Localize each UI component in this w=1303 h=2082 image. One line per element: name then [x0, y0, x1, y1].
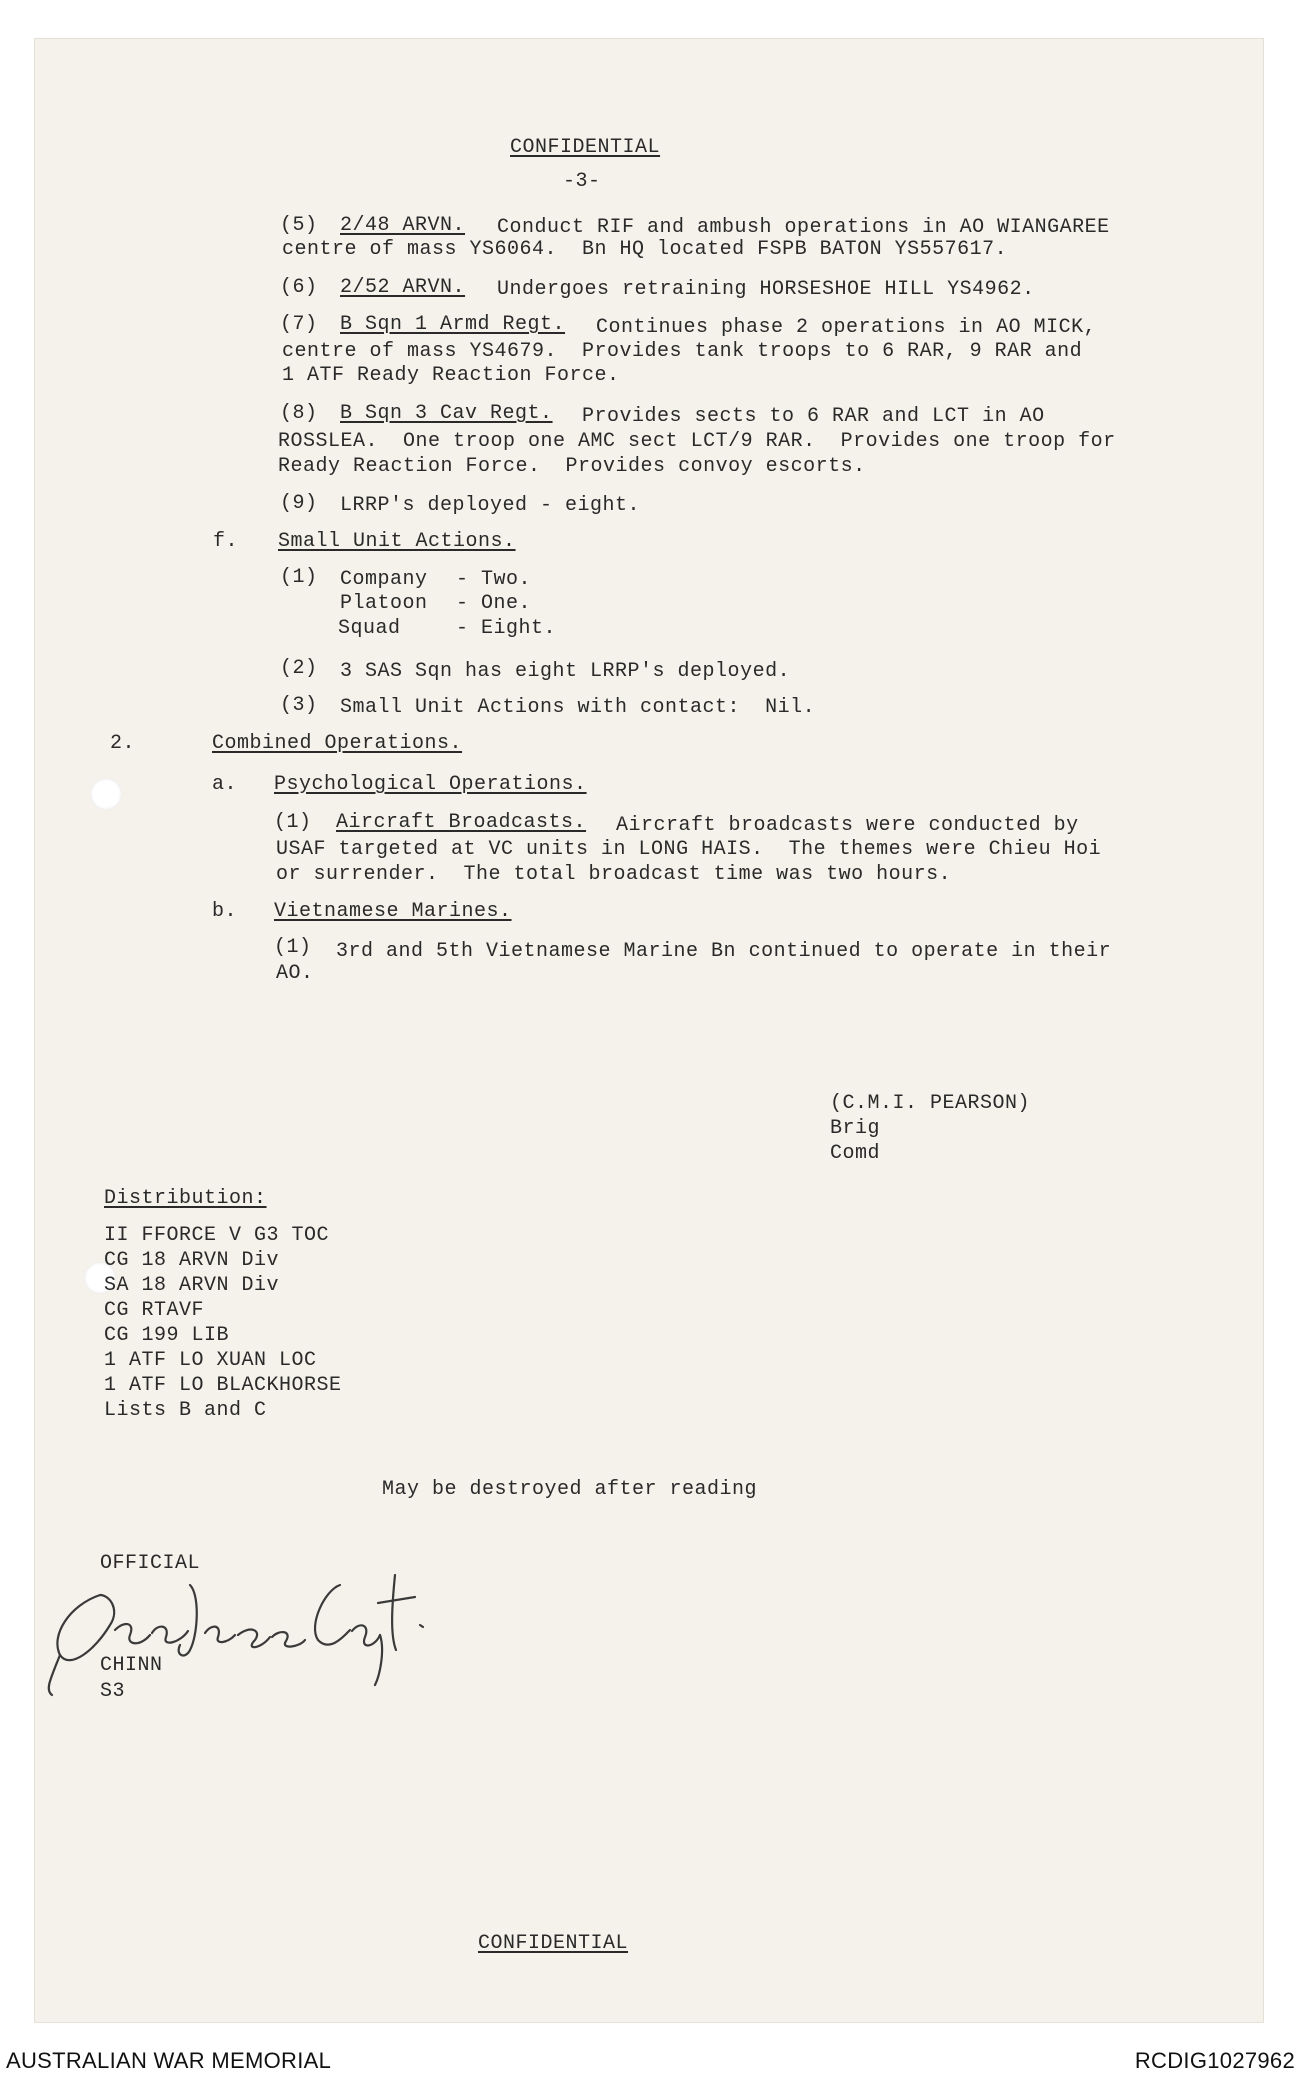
unit-action-value: - One.	[456, 592, 532, 615]
section-2a-1-title: Aircraft Broadcasts.	[336, 811, 587, 834]
section-2a-title: Psychological Operations.	[274, 773, 587, 796]
commander-name: (C.M.I. PEARSON)	[830, 1092, 1031, 1115]
item-8-line3: Ready Reaction Force. Provides convoy escorts.	[278, 455, 866, 478]
section-f-letter: f.	[213, 530, 239, 553]
unit-action-value: - Two.	[456, 568, 532, 591]
section-f-2-text: 3 SAS Sqn has eight LRRP's deployed.	[340, 660, 791, 683]
item-7-line3: 1 ATF Ready Reaction Force.	[282, 364, 620, 387]
item-8-unit: B Sqn 3 Cav Regt.	[340, 402, 553, 425]
item-6-number: (6)	[280, 276, 318, 299]
item-8-line1: Provides sects to 6 RAR and LCT in AO	[582, 405, 1045, 428]
item-7-line1: Continues phase 2 operations in AO MICK,	[596, 316, 1097, 339]
distribution-entry: CG RTAVF	[104, 1299, 205, 1322]
commander-rank: Brig	[830, 1117, 881, 1140]
distribution-entry: 1 ATF LO BLACKHORSE	[104, 1374, 342, 1397]
section-f-2-number: (2)	[280, 657, 318, 680]
item-7-line2: centre of mass YS4679. Provides tank troops to 6 RAR, 9 RAR and	[282, 340, 1083, 363]
item-6-unit: 2/52 ARVN.	[340, 276, 466, 299]
distribution-title: Distribution:	[104, 1187, 267, 1210]
section-2b-1-number: (1)	[274, 936, 312, 959]
distribution-entry: Lists B and C	[104, 1399, 267, 1422]
section-2a-letter: a.	[212, 773, 238, 796]
section-f-1-number: (1)	[280, 566, 318, 589]
section-2b-1-line2: AO.	[276, 962, 314, 985]
archive-label-left: AUSTRALIAN WAR MEMORIAL	[6, 2048, 332, 2073]
section-2b-1-line1: 3rd and 5th Vietnamese Marine Bn continued to operate in their	[336, 940, 1112, 963]
destroy-note: May be destroyed after reading	[382, 1478, 758, 1501]
handwritten-signature	[40, 1555, 430, 1705]
distribution-entry: 1 ATF LO XUAN LOC	[104, 1349, 317, 1372]
official-line3: S3	[100, 1680, 126, 1703]
item-5-line1: Conduct RIF and ambush operations in AO WIANGAREE	[497, 216, 1110, 239]
official-label: OFFICIAL	[100, 1552, 201, 1575]
unit-action-label: Company	[340, 568, 428, 591]
distribution-entry: SA 18 ARVN Div	[104, 1274, 280, 1297]
unit-action-value: - Eight.	[456, 617, 557, 640]
item-9-line1: LRRP's deployed - eight.	[340, 494, 641, 517]
item-6-line1: Undergoes retraining HORSESHOE HILL YS4962.	[497, 278, 1035, 301]
section-2a-1-line3: or surrender. The total broadcast time was two hours.	[276, 863, 952, 886]
archive-id-right: RCDIG1027962	[1134, 2048, 1295, 2073]
unit-action-label: Platoon	[340, 592, 428, 615]
item-5-number: (5)	[280, 214, 318, 237]
commander-appointment: Comd	[830, 1142, 881, 1165]
punch-hole	[90, 778, 122, 810]
item-5-line2: centre of mass YS6064. Bn HQ located FSPB BATON YS557617.	[282, 238, 1008, 261]
section-f-3-text: Small Unit Actions with contact: Nil.	[340, 696, 816, 719]
item-8-number: (8)	[280, 402, 318, 425]
unit-action-label: Squad	[338, 617, 401, 640]
item-7-unit: B Sqn 1 Armd Regt.	[340, 313, 566, 336]
section-2-number: 2.	[110, 732, 136, 755]
section-2a-1-line2: USAF targeted at VC units in LONG HAIS. The themes were Chieu Hoi	[276, 838, 1102, 861]
section-2a-1-number: (1)	[274, 811, 312, 834]
official-line2: CHINN	[100, 1654, 163, 1677]
section-f-title: Small Unit Actions.	[278, 530, 516, 553]
classification-header: CONFIDENTIAL	[510, 136, 661, 159]
item-9-number: (9)	[280, 492, 318, 515]
section-2b-title: Vietnamese Marines.	[274, 900, 512, 923]
section-2b-letter: b.	[212, 900, 238, 923]
distribution-entry: II FFORCE V G3 TOC	[104, 1224, 330, 1247]
classification-footer: CONFIDENTIAL	[478, 1932, 629, 1955]
section-2-title: Combined Operations.	[212, 732, 463, 755]
item-5-unit: 2/48 ARVN.	[340, 214, 466, 237]
distribution-entry: CG 18 ARVN Div	[104, 1249, 280, 1272]
distribution-entry: CG 199 LIB	[104, 1324, 230, 1347]
page-number: -3-	[563, 170, 601, 193]
section-2a-1-line1: Aircraft broadcasts were conducted by	[616, 814, 1079, 837]
section-f-3-number: (3)	[280, 694, 318, 717]
item-8-line2: ROSSLEA. One troop one AMC sect LCT/9 RAR. Provides one troop for	[278, 430, 1116, 453]
item-7-number: (7)	[280, 313, 318, 336]
